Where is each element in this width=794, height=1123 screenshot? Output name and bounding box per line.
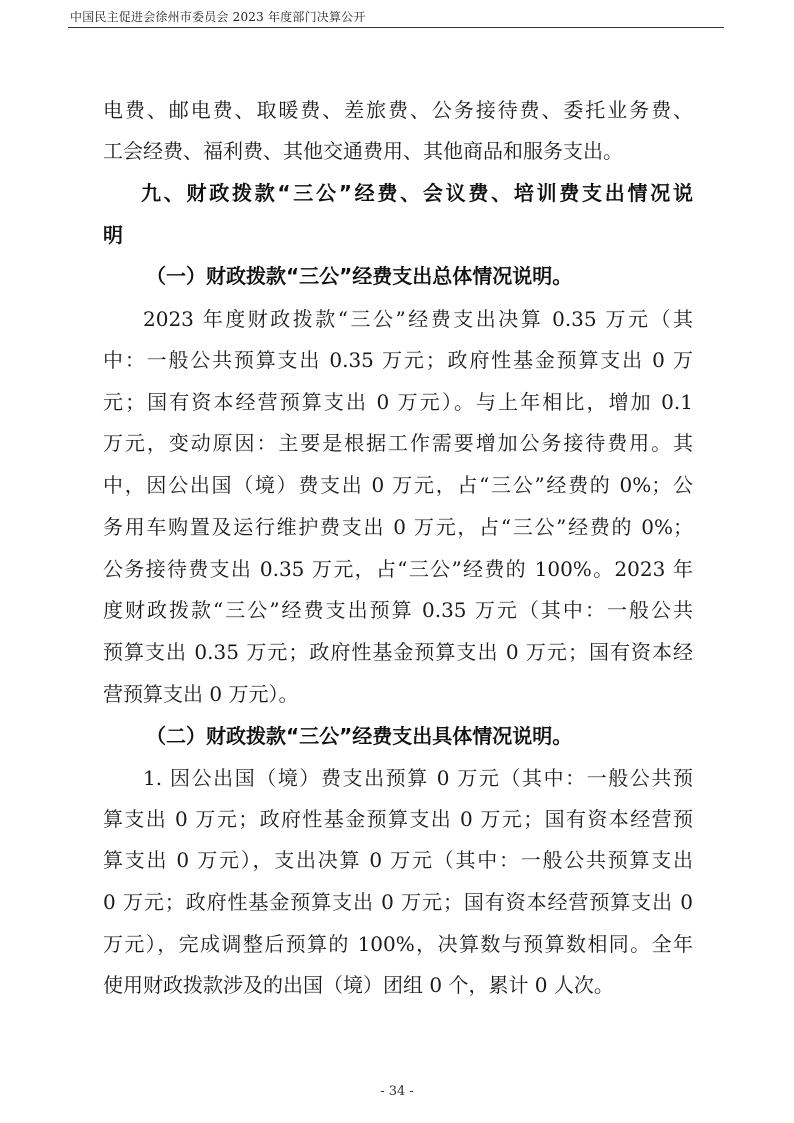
header-divider <box>68 27 724 28</box>
running-header: 中国民主促进会徐州市委员会 2023 年度部门决算公开 <box>70 10 366 24</box>
section-heading-continued: 明 <box>103 223 123 247</box>
paragraph-line: 预算支出 0.35 万元；政府性基金预算支出 0 万元；国有资本经 <box>103 640 693 664</box>
paragraph-line: 使用财政拨款涉及的出国（境）团组 0 个，累计 0 人次。 <box>103 973 614 997</box>
paragraph-line: 算支出 0 万元；政府性基金预算支出 0 万元；国有资本经营预 <box>103 807 693 831</box>
paragraph-line: 度财政拨款“三公”经费支出预算 0.35 万元（其中：一般公共 <box>103 598 693 622</box>
subsection-heading: （一）财政拨款“三公”经费支出总体情况说明。 <box>146 264 573 288</box>
paragraph-line: 算支出 0 万元），支出决算 0 万元（其中：一般公共预算支出 <box>103 848 693 872</box>
paragraph-line: 营预算支出 0 万元）。 <box>103 682 299 706</box>
paragraph-line: 公务接待费支出 0.35 万元，占“三公”经费的 100%。2023 年 <box>103 557 693 581</box>
paragraph-line: 1. 因公出国（境）费支出预算 0 万元（其中：一般公共预 <box>143 766 693 790</box>
paragraph-line: 万元），完成调整后预算的 100%，决算数与预算数相同。全年 <box>103 932 693 956</box>
subsection-heading: （二）财政拨款“三公”经费支出具体情况说明。 <box>146 724 573 748</box>
paragraph-line: 元；国有资本经营预算支出 0 万元）。与上年相比，增加 0.1 <box>103 390 693 414</box>
body-line: 工会经费、福利费、其他交通费用、其他商品和服务支出。 <box>103 139 623 163</box>
paragraph-line: 万元，变动原因：主要是根据工作需要增加公务接待费用。其 <box>103 431 693 455</box>
body-line: 电费、邮电费、取暖费、差旅费、公务接待费、委托业务费、 <box>103 98 693 122</box>
paragraph-line: 中，因公出国（境）费支出 0 万元，占“三公”经费的 0%；公 <box>103 473 693 497</box>
page-number: - 34 - <box>380 1084 414 1099</box>
paragraph-line: 0 万元；政府性基金预算支出 0 万元；国有资本经营预算支出 0 <box>103 890 693 914</box>
paragraph-line: 2023 年度财政拨款“三公”经费支出决算 0.35 万元（其 <box>143 307 693 331</box>
paragraph-line: 中：一般公共预算支出 0.35 万元；政府性基金预算支出 0 万 <box>103 348 693 372</box>
section-heading: 九、财政拨款“三公”经费、会议费、培训费支出情况说 <box>141 181 693 205</box>
paragraph-line: 务用车购置及运行维护费支出 0 万元，占“三公”经费的 0%； <box>103 515 693 539</box>
